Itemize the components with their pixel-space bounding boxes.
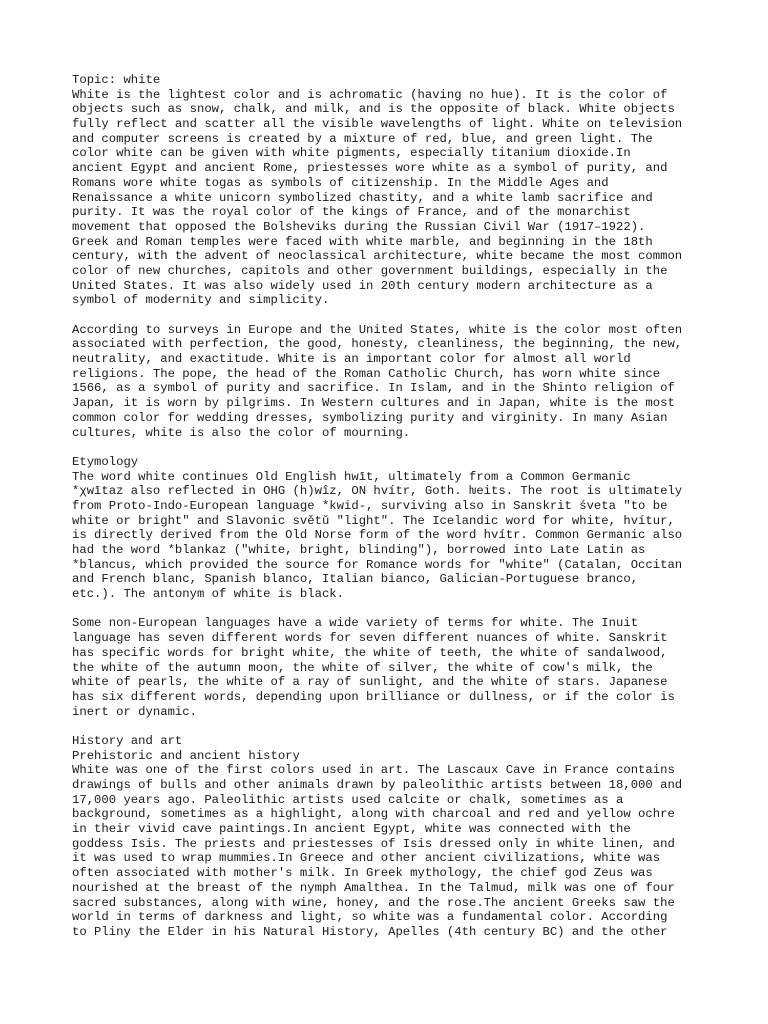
text-line: ancient Egypt and ancient Rome, priestesses wore white as a symbol of purity, and bbox=[72, 161, 668, 176]
text-line: fully reflect and scatter all the visible wavelengths of light. White on television bbox=[72, 117, 683, 132]
text-line: goddess Isis. The priests and priestesses of Isis dressed only in white linen, and bbox=[72, 836, 675, 851]
text-line: had the word *blankaz ("white, bright, blinding"), borrowed into Late Latin as bbox=[72, 543, 646, 557]
etymology-heading: Etymology bbox=[72, 454, 139, 469]
text-line: and French blanc, Spanish blanco, Italian bianco, Galician-Portuguese branco, bbox=[72, 572, 639, 587]
text-line: often associated with mother's milk. In Greek mythology, the chief god Zeus was bbox=[72, 866, 653, 881]
text-line: nourished at the breast of the nymph Amalthea. In the Talmud, milk was one of four bbox=[72, 880, 675, 895]
languages-paragraph bbox=[72, 616, 712, 719]
paragraph-gap bbox=[72, 308, 712, 323]
text-line: The word white continues Old English hwīt, ultimately from a Common Germanic bbox=[72, 469, 631, 484]
text-line: white of pearls, the white of a ray of sunlight, and the white of stars. Japanese bbox=[72, 675, 668, 690]
text-line: color white can be given with white pigments, especially titanium dioxide.In bbox=[72, 146, 631, 161]
text-line: religions. The pope, the head of the Roman Catholic Church, has worn white since bbox=[72, 366, 661, 381]
text-line: *χwītaz also reflected in OHG (h)wîz, ON hvítr, Goth. ƕeits. The root is ultimately bbox=[72, 484, 683, 499]
text-line: 1566, as a symbol of purity and sacrifice. In Islam, and in the Shinto religion of bbox=[72, 381, 675, 396]
text-line: world in terms of darkness and light, so white was a fundamental color. According bbox=[72, 910, 668, 925]
text-line: common color for wedding dresses, symbolizing purity and virginity. In many Asian bbox=[72, 410, 668, 425]
topic-line bbox=[72, 73, 712, 88]
text-line: is directly derived from the Old Norse form of the word hvítr. Common Germanic also bbox=[72, 528, 683, 543]
paragraph-gap bbox=[72, 719, 712, 734]
document-page bbox=[72, 73, 712, 940]
text-line: purity. It was the royal color of the kings of France, and of the monarchist bbox=[72, 205, 631, 220]
surveys-paragraph bbox=[72, 323, 712, 441]
text-line: inert or dynamic. bbox=[72, 704, 197, 719]
text-line: 17,000 years ago. Paleolithic artists used calcite or chalk, sometimes as a bbox=[72, 792, 624, 807]
history-heading: History and art bbox=[72, 733, 183, 748]
text-line: White was one of the first colors used in art. The Lascaux Cave in France contains bbox=[72, 763, 675, 778]
text-line: to Pliny the Elder in his Natural History, Apelles (4th century BC) and the other bbox=[72, 924, 668, 939]
text-line: United States. It was also widely used in 20th century modern architecture as a bbox=[72, 278, 653, 293]
text-line: has six different words, depending upon brilliance or dullness, or if the color is bbox=[72, 689, 675, 704]
prehistoric-paragraph bbox=[72, 763, 712, 939]
text-line: Greek and Roman temples were faced with white marble, and beginning in the 18th bbox=[72, 234, 653, 249]
text-line: and computer screens is created by a mixture of red, blue, and green light. The bbox=[72, 131, 653, 146]
text-line: color of new churches, capitols and other government buildings, especially in the bbox=[72, 263, 668, 278]
text-line: sacred substances, along with wine, honey, and the rose.The ancient Greeks saw the bbox=[72, 895, 675, 910]
text-line: the white of the autumn moon, the white of silver, the white of cow's milk, the bbox=[72, 660, 653, 675]
etymology-paragraph bbox=[72, 470, 712, 602]
paragraph-gap bbox=[72, 602, 712, 617]
text-line: White is the lightest color and is achromatic (having no hue). It is the color of bbox=[72, 87, 668, 102]
text-line: from Proto-Indo-European language *kwid-, surviving also in Sanskrit śveta "to be bbox=[72, 498, 668, 513]
text-line: Romans wore white togas as symbols of citizenship. In the Middle Ages and bbox=[72, 175, 609, 190]
intro-paragraph bbox=[72, 88, 712, 308]
text-line: According to surveys in Europe and the United States, white is the color most often bbox=[72, 322, 683, 337]
text-line: in their vivid cave paintings.In ancient Egypt, white was connected with the bbox=[72, 822, 631, 837]
text-line: etc.). The antonym of white is black. bbox=[72, 587, 344, 602]
text-line: white or bright" and Slavonic světŭ "light". The Icelandic word for white, hvítur, bbox=[72, 513, 675, 528]
text-line: Some non-European languages have a wide variety of terms for white. The Inuit bbox=[72, 616, 639, 631]
text-line: Renaissance a white unicorn symbolized chastity, and a white lamb sacrifice and bbox=[72, 190, 653, 205]
text-line: cultures, white is also the color of mourning. bbox=[72, 425, 411, 440]
text-line: *blancus, which provided the source for Romance words for "white" (Catalan, Occitan bbox=[72, 557, 683, 572]
text-line: symbol of modernity and simplicity. bbox=[72, 293, 330, 308]
text-line: associated with perfection, the good, honesty, cleanliness, the beginning, the new, bbox=[72, 337, 683, 352]
text-line: language has seven different words for seven different nuances of white. Sanskrit bbox=[72, 631, 668, 646]
topic-text: Topic: white bbox=[72, 73, 161, 87]
text-line: neutrality, and exactitude. White is an important color for almost all world bbox=[72, 352, 631, 367]
text-line: drawings of bulls and other animals drawn by paleolithic artists between 18,000 and bbox=[72, 778, 683, 792]
text-line: background, sometimes as a highlight, along with charcoal and red and yellow ochre bbox=[72, 807, 675, 822]
text-line: Japan, it is worn by pilgrims. In Western cultures and in Japan, white is the most bbox=[72, 396, 675, 411]
prehistoric-heading: Prehistoric and ancient history bbox=[72, 748, 300, 763]
text-line: objects such as snow, chalk, and milk, and is the opposite of black. White objects bbox=[72, 102, 675, 117]
text-line: century, with the advent of neoclassical architecture, white became the most common bbox=[72, 249, 683, 264]
text-line: it was used to wrap mummies.In Greece and other ancient civilizations, white was bbox=[72, 851, 661, 866]
paragraph-gap bbox=[72, 440, 712, 455]
text-line: movement that opposed the Bolsheviks during the Russian Civil War (1917–1922). bbox=[72, 219, 646, 234]
text-line: has specific words for bright white, the white of teeth, the white of sandalwood, bbox=[72, 645, 668, 660]
